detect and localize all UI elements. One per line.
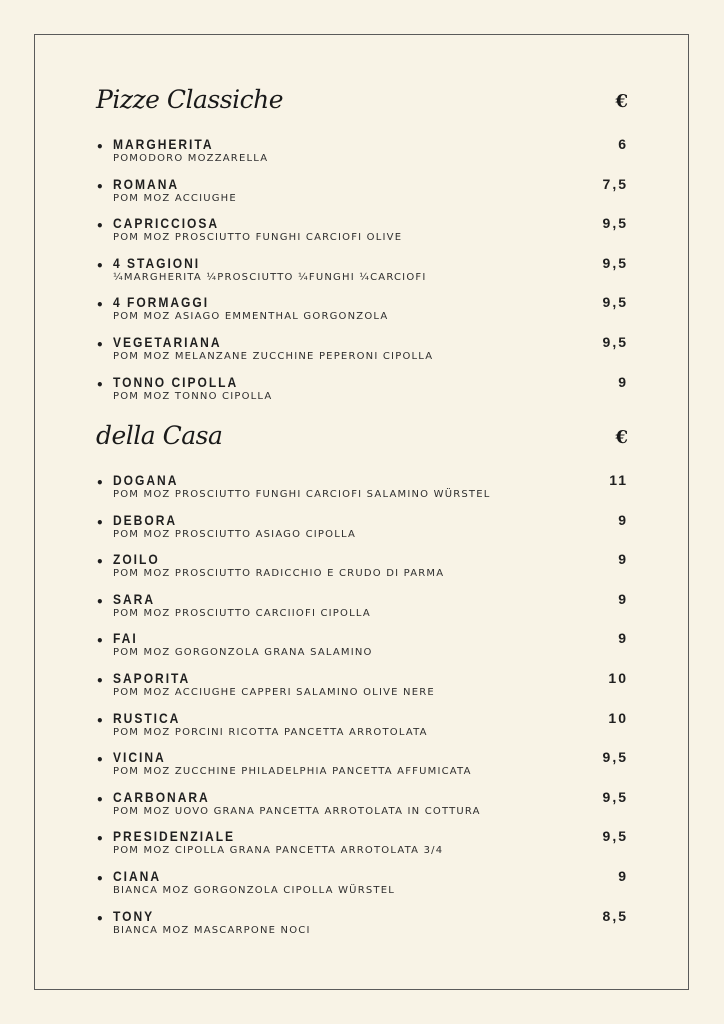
item-name: 4 FORMAGGI <box>113 294 210 311</box>
menu-item <box>96 136 630 176</box>
currency-label: € <box>615 427 628 448</box>
bullet-icon: • <box>96 555 104 570</box>
bullet-icon: • <box>96 871 104 886</box>
item-name: SARA <box>113 590 156 607</box>
item-name: RUSTICA <box>113 709 181 726</box>
item-price: 9,5 <box>602 788 628 805</box>
item-ingredients: POM MOZ PROSCIUTTO ASIAGO CIPOLLA <box>113 528 357 540</box>
item-ingredients: POM MOZ ZUCCHINE PHILADELPHIA PANCETTA AFFUMICATA <box>113 766 472 778</box>
menu-item <box>96 749 630 789</box>
bullet-icon: • <box>96 832 104 847</box>
item-name: TONNO CIPOLLA <box>113 373 239 390</box>
item-ingredients: POM MOZ UOVO GRANA PANCETTA ARROTOLATA IN COTTURA <box>113 805 481 817</box>
menu-item <box>96 908 630 948</box>
bullet-icon: • <box>96 673 104 688</box>
item-price: 9 <box>618 551 628 568</box>
item-ingredients: POMODORO MOZZARELLA <box>113 153 269 164</box>
item-ingredients: POM MOZ ASIAGO EMMENTHAL GORGONZOLA <box>113 311 389 323</box>
bullet-icon: • <box>96 337 104 352</box>
item-name: CIANA <box>113 867 162 884</box>
currency-label: € <box>615 91 628 112</box>
item-ingredients: POM MOZ PROSCIUTTO CARCIIOFI CIPOLLA <box>113 607 371 619</box>
menu-item <box>96 334 630 374</box>
menu-list <box>96 136 630 413</box>
item-ingredients: POM MOZ PORCINI RICOTTA PANCETTA ARROTOLATA <box>113 726 428 738</box>
item-price: 9 <box>618 511 628 528</box>
item-ingredients: POM MOZ TONNO CIPOLLA <box>113 390 273 402</box>
item-name: PRESIDENZIALE <box>113 828 236 845</box>
item-price: 9,5 <box>602 828 628 845</box>
item-price: 11 <box>609 472 628 488</box>
item-ingredients: POM MOZ PROSCIUTTO FUNGHI CARCIOFI OLIVE <box>113 232 403 244</box>
item-name: MARGHERITA <box>113 136 214 152</box>
item-name: 4 STAGIONI <box>113 254 201 271</box>
bullet-icon: • <box>96 377 104 392</box>
item-name: TONY <box>113 907 155 924</box>
bullet-icon: • <box>96 298 104 313</box>
item-name: ZOILO <box>113 551 160 568</box>
item-price: 6 <box>618 136 628 152</box>
section-pizze-classiche <box>96 80 630 413</box>
item-name: VICINA <box>113 749 166 766</box>
bullet-icon: • <box>96 911 104 926</box>
menu-item <box>96 294 630 334</box>
item-ingredients: POM MOZ ACCIUGHE CAPPERI SALAMINO OLIVE NERE <box>113 686 435 698</box>
menu-item <box>96 591 630 631</box>
item-price: 9 <box>618 373 628 390</box>
bullet-icon: • <box>96 792 104 807</box>
item-ingredients: POM MOZ GORGONZOLA GRANA SALAMINO <box>113 647 373 659</box>
item-price: 10 <box>608 669 628 686</box>
item-ingredients: POM MOZ MELANZANE ZUCCHINE PEPERONI CIPOLLA <box>113 350 434 362</box>
item-name: SAPORITA <box>113 669 191 686</box>
menu-item <box>96 255 630 295</box>
section-title: Pizze Classiche <box>96 85 283 114</box>
item-price: 9,5 <box>602 749 628 766</box>
item-price: 9 <box>618 630 628 647</box>
item-name: FAI <box>113 630 138 647</box>
bullet-icon: • <box>96 713 104 728</box>
item-price: 9 <box>618 867 628 884</box>
menu-item <box>96 176 630 216</box>
menu-item <box>96 868 630 908</box>
menu-item <box>96 828 630 868</box>
item-price: 9,5 <box>602 294 628 311</box>
bullet-icon: • <box>96 140 104 154</box>
menu-item <box>96 374 630 414</box>
item-name: CAPRICCIOSA <box>113 215 220 232</box>
bullet-icon: • <box>96 258 104 273</box>
item-price: 9 <box>618 590 628 607</box>
item-name: DOGANA <box>113 472 179 488</box>
bullet-icon: • <box>96 634 104 649</box>
item-ingredients: POM MOZ PROSCIUTTO FUNGHI CARCIOFI SALAMINO WÜRSTEL <box>113 489 491 500</box>
item-ingredients: POM MOZ CIPOLLA GRANA PANCETTA ARROTOLATA 3/4 <box>113 845 444 857</box>
section-della-casa <box>96 416 630 947</box>
item-ingredients: BIANCA MOZ GORGONZOLA CIPOLLA WÜRSTEL <box>113 884 395 896</box>
item-ingredients: POM MOZ ACCIUGHE <box>113 192 237 204</box>
item-ingredients: ¼MARGHERITA ¼PROSCIUTTO ¼FUNGHI ¼CARCIOFI <box>113 271 427 283</box>
item-price: 9,5 <box>602 254 628 271</box>
bullet-icon: • <box>96 594 104 609</box>
menu-item <box>96 512 630 552</box>
item-price: 9,5 <box>602 333 628 350</box>
item-price: 9,5 <box>602 215 628 232</box>
bullet-icon: • <box>96 515 104 530</box>
menu-item <box>96 789 630 829</box>
menu-item <box>96 551 630 591</box>
item-name: ROMANA <box>113 175 180 192</box>
bullet-icon: • <box>96 476 104 490</box>
item-price: 10 <box>608 709 628 726</box>
section-header <box>96 416 630 456</box>
bullet-icon: • <box>96 753 104 768</box>
bullet-icon: • <box>96 179 104 194</box>
menu-item <box>96 215 630 255</box>
bullet-icon: • <box>96 219 104 234</box>
item-price: 7,5 <box>602 175 628 192</box>
menu-item <box>96 630 630 670</box>
section-title: della Casa <box>96 421 223 450</box>
item-ingredients: POM MOZ PROSCIUTTO RADICCHIO E CRUDO DI PARMA <box>113 568 445 580</box>
menu-item <box>96 710 630 750</box>
section-header <box>96 80 630 120</box>
menu-list <box>96 472 630 947</box>
item-name: DEBORA <box>113 511 178 528</box>
menu-item <box>96 472 630 512</box>
menu-item <box>96 670 630 710</box>
item-ingredients: BIANCA MOZ MASCARPONE NOCI <box>113 924 311 936</box>
item-name: CARBONARA <box>113 788 210 805</box>
item-name: VEGETARIANA <box>113 333 222 350</box>
item-price: 8,5 <box>602 907 628 924</box>
